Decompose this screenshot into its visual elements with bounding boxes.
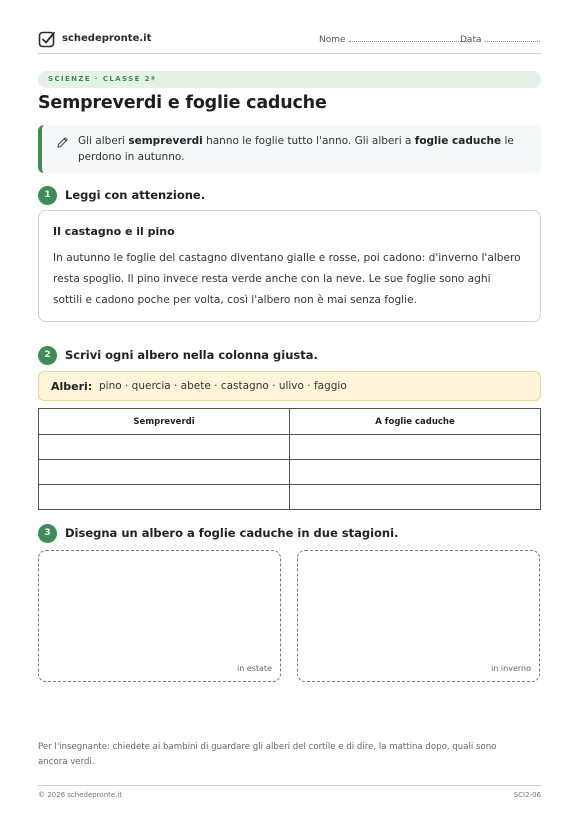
reading-title: Il castagno e il pino	[53, 225, 175, 238]
trees-word-bank	[38, 371, 541, 401]
table-header-row	[39, 409, 541, 435]
page-footer	[38, 785, 541, 801]
name-line	[349, 34, 469, 42]
pencil-icon	[56, 136, 69, 149]
step-number: 2	[38, 346, 57, 365]
term-evergreen: sempreverdi	[128, 135, 203, 147]
teacher-note: Per l'insegnante: chiedete ai bambini di guardare gli alberi del cortile e di dire, la mattina dopo, quali sono ancora verdi.	[38, 742, 497, 767]
worksheet-code: SCI2-06	[513, 791, 541, 799]
sorting-table	[38, 408, 541, 510]
brand-name: schedepronte.it	[62, 33, 152, 44]
drawing-caption: in inverno	[491, 664, 531, 673]
step-number: 1	[38, 186, 57, 205]
subject-label: SCIENZE · CLASSE 2ª	[48, 75, 157, 83]
info-text: Gli alberi sempreverdi hanno le foglie tutto l'anno. Gli alberi a foglie caduche le perdono in autunno.	[78, 135, 514, 163]
answer-cell[interactable]	[39, 485, 290, 510]
answer-cell[interactable]	[39, 460, 290, 485]
subject-bar	[38, 71, 541, 88]
column-header-deciduous: A foglie caduche	[290, 409, 541, 435]
step-instruction: Disegna un albero a foglie caduche in due stagioni.	[65, 526, 399, 540]
answer-cell[interactable]	[290, 460, 541, 485]
step-instruction: Scrivi ogni albero nella colonna giusta.	[65, 348, 318, 362]
drawing-area-summer[interactable]	[38, 550, 281, 682]
date-label: Data	[460, 35, 482, 45]
copyright: © 2026 schedepronte.it	[38, 791, 123, 799]
page-header	[38, 28, 541, 54]
step-number: 3	[38, 524, 57, 543]
checkbox-logo-icon	[38, 30, 56, 48]
table-row	[39, 485, 541, 510]
answer-cell[interactable]	[290, 485, 541, 510]
name-field[interactable]	[319, 34, 469, 45]
table-row	[39, 460, 541, 485]
drawing-area-winter[interactable]	[297, 550, 540, 682]
column-header-evergreen: Sempreverdi	[39, 409, 290, 435]
info-box	[38, 125, 541, 173]
term-deciduous: foglie caduche	[414, 135, 502, 147]
page-title: Sempreverdi e foglie caduche	[38, 93, 327, 113]
drawing-caption: in estate	[236, 664, 272, 673]
reading-text: In autunno le foglie del castagno diventano gialle e rosse, poi cadono: d'inverno l'albero resta spoglio. Il pino invece resta verde anche con la neve. Le sue foglie sono aghi sottili e cadono poche per volta, così l'albero non è mai senza foglie.	[53, 252, 521, 306]
answer-cell[interactable]	[290, 435, 541, 460]
reading-box	[38, 210, 541, 322]
name-label: Nome	[319, 35, 346, 45]
date-field[interactable]	[460, 34, 540, 45]
answer-cell[interactable]	[39, 435, 290, 460]
trees-list: pino · quercia · abete · castagno · ulivo · faggio	[99, 380, 347, 392]
date-line	[485, 34, 540, 42]
trees-label: Alberi:	[51, 380, 93, 393]
step-instruction: Leggi con attenzione.	[65, 188, 206, 202]
table-row	[39, 435, 541, 460]
